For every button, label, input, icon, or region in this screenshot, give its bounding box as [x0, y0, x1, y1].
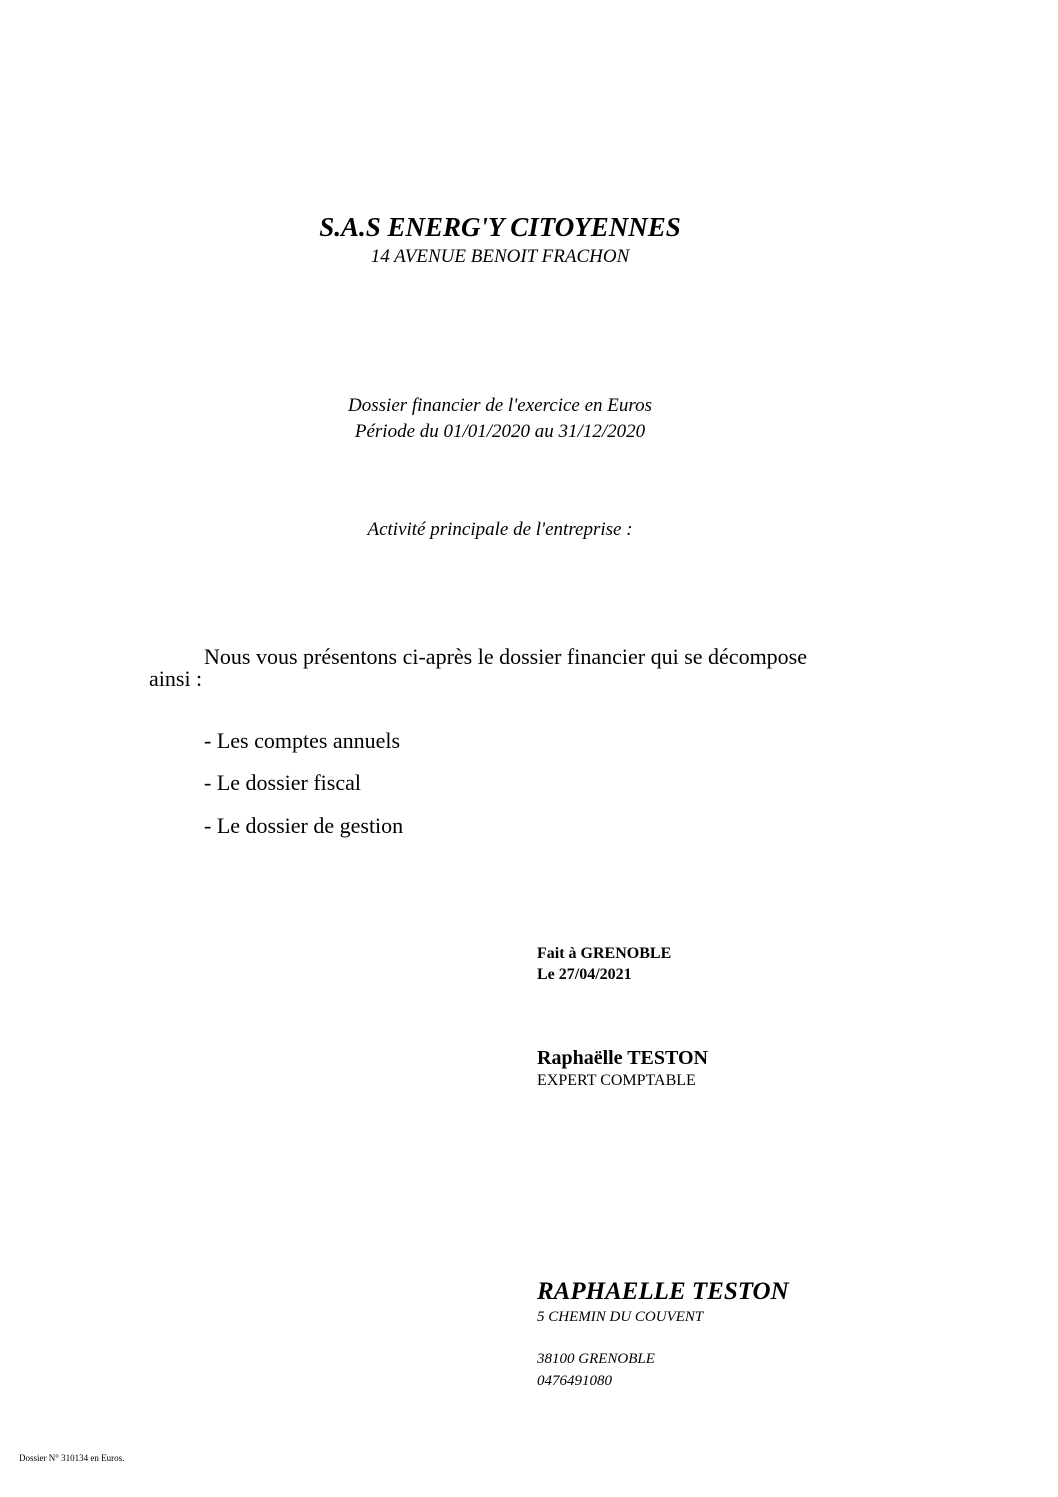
intro-text-line-1: Nous vous présentons ci-après le dossier financier qui se décompose — [204, 644, 808, 669]
firm-city: 38100 GRENOBLE — [537, 1351, 655, 1367]
dossier-title: Dossier financier de l'exercice en Euros — [348, 395, 652, 416]
signer-name: Raphaëlle TESTON — [537, 1047, 708, 1069]
company-address: 14 AVENUE BENOIT FRACHON — [370, 246, 630, 267]
firm-phone: 0476491080 — [537, 1373, 612, 1389]
contents-item-comptes-annuels: - Les comptes annuels — [204, 728, 401, 753]
activity-label: Activité principale de l'entreprise : — [367, 519, 633, 540]
footer-reference: Dossier N° 310134 en Euros. — [19, 1453, 125, 1463]
signer-title: EXPERT COMPTABLE — [537, 1072, 696, 1089]
contents-item-dossier-fiscal: - Le dossier fiscal — [204, 770, 361, 795]
firm-name: RAPHAELLE TESTON — [537, 1278, 789, 1305]
signature-date: Le 27/04/2021 — [537, 966, 632, 983]
firm-street: 5 CHEMIN DU COUVENT — [537, 1309, 704, 1325]
company-name: S.A.S ENERG'Y CITOYENNES — [319, 212, 681, 242]
intro-text-line-2: ainsi : — [149, 666, 203, 691]
signature-place: Fait à GRENOBLE — [537, 945, 672, 962]
dossier-period: Période du 01/01/2020 au 31/12/2020 — [354, 421, 646, 442]
contents-item-dossier-gestion: - Le dossier de gestion — [204, 813, 404, 838]
